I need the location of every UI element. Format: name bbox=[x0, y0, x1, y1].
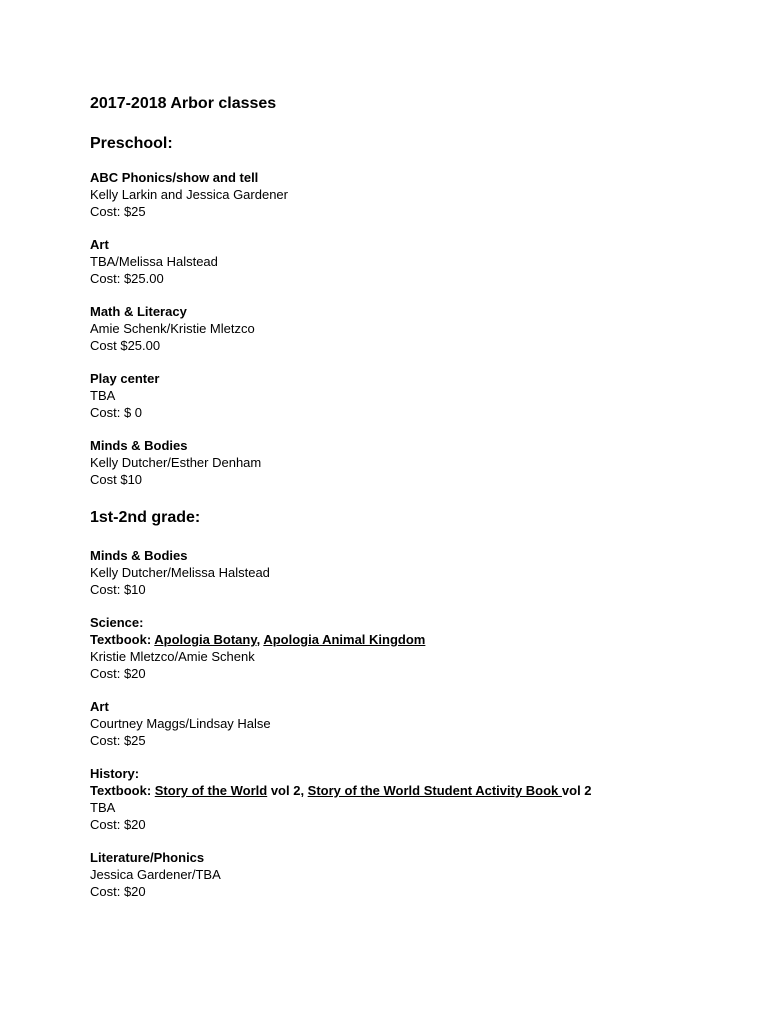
class-entry-abc-phonics bbox=[90, 169, 730, 220]
class-cost: Cost: $20 bbox=[90, 817, 146, 832]
class-cost: Cost: $ 0 bbox=[90, 405, 143, 420]
class-teachers: Kristie Mletzco/Amie Schenk bbox=[90, 649, 255, 664]
class-teachers: Jessica Gardener/TBA bbox=[90, 867, 221, 882]
class-name: Science: bbox=[90, 615, 144, 630]
class-entry-minds-bodies-grade bbox=[90, 547, 730, 598]
class-teachers: Amie Schenk/Kristie Mletzco bbox=[90, 321, 255, 336]
class-cost: Cost: $25 bbox=[90, 204, 146, 219]
class-entry-art-preschool bbox=[90, 236, 730, 287]
class-cost: Cost: $10 bbox=[90, 582, 146, 597]
class-teachers: TBA bbox=[90, 388, 116, 403]
class-name: Minds & Bodies bbox=[90, 438, 188, 453]
class-entry-literature-phonics bbox=[90, 849, 730, 900]
textbook-link-story-of-the-world[interactable]: Story of the World bbox=[154, 783, 268, 798]
textbook-link-apologia-botany[interactable]: Apologia Botany bbox=[154, 632, 257, 647]
class-name: Minds & Bodies bbox=[90, 548, 188, 563]
class-name: ABC Phonics/show and tell bbox=[90, 170, 259, 185]
class-teachers: Kelly Dutcher/Melissa Halstead bbox=[90, 565, 270, 580]
textbook-link-apologia-animal-kingdom[interactable]: Apologia Animal Kingdom bbox=[263, 632, 426, 647]
class-teachers: TBA/Melissa Halstead bbox=[90, 254, 218, 269]
preschool-heading: Preschool: bbox=[90, 135, 173, 152]
textbook-label: Textbook: bbox=[90, 783, 155, 798]
class-entry-history bbox=[90, 765, 730, 833]
class-name: Art bbox=[90, 237, 109, 252]
class-entry-science bbox=[90, 614, 730, 682]
class-name: Play center bbox=[90, 371, 160, 386]
class-entry-art-grade bbox=[90, 698, 730, 749]
class-cost: Cost: $25.00 bbox=[90, 271, 164, 286]
document-title: 2017-2018 Arbor classes bbox=[90, 95, 277, 112]
class-cost: Cost $25.00 bbox=[90, 338, 161, 353]
class-name: Literature/Phonics bbox=[90, 850, 205, 865]
class-entry-math-literacy bbox=[90, 303, 730, 354]
class-cost: Cost $10 bbox=[90, 472, 143, 487]
class-teachers: Kelly Dutcher/Esther Denham bbox=[90, 455, 262, 470]
class-entry-minds-bodies-preschool bbox=[90, 437, 730, 488]
textbook-volume-text: vol 2, bbox=[267, 783, 308, 798]
class-teachers: Courtney Maggs/Lindsay Halse bbox=[90, 716, 271, 731]
class-teachers: Kelly Larkin and Jessica Gardener bbox=[90, 187, 288, 202]
textbook-line bbox=[90, 631, 730, 648]
class-cost: Cost: $20 bbox=[90, 884, 146, 899]
class-cost: Cost: $25 bbox=[90, 733, 146, 748]
textbook-link-activity-book[interactable]: Story of the World Student Activity Book bbox=[307, 783, 562, 798]
textbook-line bbox=[90, 782, 730, 799]
class-name: Art bbox=[90, 699, 109, 714]
textbook-separator: , bbox=[256, 632, 264, 647]
class-teachers: TBA bbox=[90, 800, 116, 815]
class-cost: Cost: $20 bbox=[90, 666, 146, 681]
grade-1-2-heading: 1st-2nd grade: bbox=[90, 509, 201, 526]
class-name: Math & Literacy bbox=[90, 304, 187, 319]
textbook-label: Textbook: bbox=[90, 632, 155, 647]
class-entry-play-center bbox=[90, 370, 730, 421]
textbook-volume-suffix: vol 2 bbox=[561, 783, 592, 798]
class-name: History: bbox=[90, 766, 140, 781]
document-page bbox=[90, 94, 730, 916]
